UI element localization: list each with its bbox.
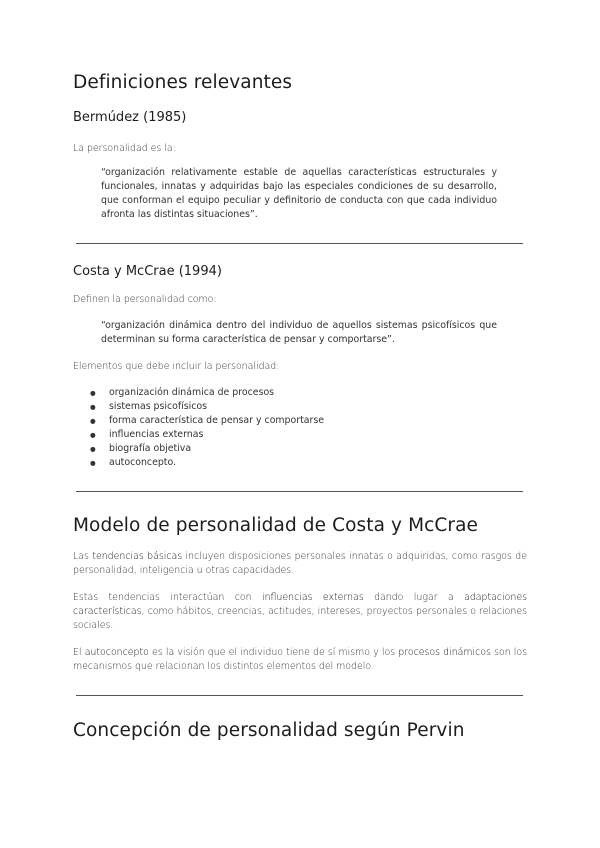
subheading-bermudez: Bermúdez (1985) [73, 110, 187, 125]
divider [76, 695, 523, 696]
list-item: ● sistemas psicofísicos [73, 400, 324, 414]
bermudez-intro: La personalidad es la: [73, 143, 176, 154]
bermudez-quote: “organización relativamente estable de aquellas características estructurales y funcionales, innatas y adquiridas bajo las especiales condiciones de su desarrollo, que conforman el equipo peculiar y definitorio de conducta con que cada individuo afronta las distintas situaciones”. [101, 167, 497, 220]
modelo-paragraph-1: Las tendencias básicas incluyen disposiciones personales innatas o adquiridas, como rasgos de personalidad, inteligencia u otras capacidades. [73, 551, 527, 576]
list-item: ● forma característica de pensar y comportarse [73, 414, 324, 428]
modelo-paragraph-2: Estas tendencias interactúan con influencias externas dando lugar a adaptaciones características, como hábitos, creencias, actitudes, intereses, proyectos personales o relaciones sociales. [73, 592, 527, 631]
list-item: ● organización dinámica de procesos [73, 386, 324, 400]
list-item: ● autoconcepto. [73, 456, 324, 470]
list-intro: Elementos que debe incluir la personalidad: [73, 361, 280, 372]
list-item: ● biografía objetiva [73, 442, 324, 456]
subheading-costa-mccrae: Costa y McCrae (1994) [73, 264, 222, 279]
costa-intro: Definen la personalidad como: [73, 294, 217, 305]
term-autoconcepto: autoconcepto [84, 647, 149, 658]
divider [76, 243, 523, 244]
modelo-paragraph-3: El autoconcepto es la visión que el individuo tiene de sí mismo y los procesos dinámicos son los mecanismos que relacionan los distintos elementos del modelo. [73, 647, 528, 672]
section-title-modelo: Modelo de personalidad de Costa y McCrae [73, 515, 479, 536]
term-tendencias-basicas: tendencias básicas [92, 551, 183, 562]
elements-list [73, 386, 324, 470]
term-procesos-dinamicos: procesos dinámicos [398, 647, 491, 658]
term-adaptaciones-caracteristicas: adaptaciones características [73, 592, 527, 617]
term-influencias-externas: influencias externas [261, 592, 364, 603]
costa-quote: “organización dinámica dentro del individuo de aquellos sistemas psicofísicos que determinan su forma característica de pensar y comportarse”. [101, 320, 497, 345]
section-title-definiciones: Definiciones relevantes [73, 72, 293, 93]
divider [76, 491, 523, 492]
list-item: ● influencias externas [73, 428, 324, 442]
section-title-pervin: Concepción de personalidad según Pervin [73, 720, 465, 741]
